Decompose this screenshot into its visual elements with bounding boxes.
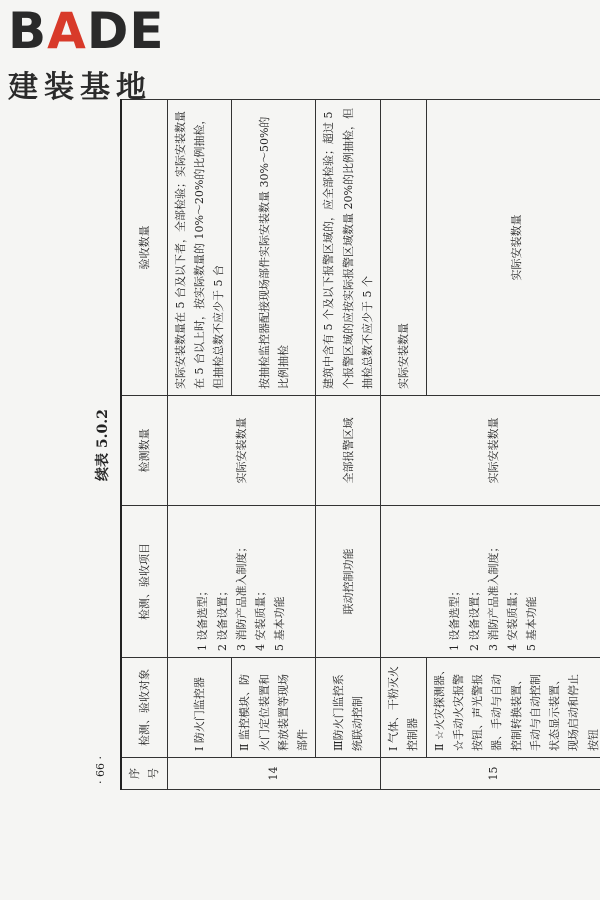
cell-accept: 实际安装数量: [426, 100, 600, 396]
cell-accept: 建筑中含有 5 个及以下报警区域的，应全部检验；超过 5 个报警区域的应按实际报警区域数量 20%的比例抽检，但抽检总数不应少于 5 个: [316, 100, 381, 396]
inspection-table: [120, 99, 600, 790]
item-line: 4 安装质量；: [506, 585, 519, 651]
cell-items: [167, 506, 316, 658]
header-seq: 序号: [121, 758, 167, 790]
table-row: [167, 100, 232, 790]
header-accept: 验收数量: [121, 100, 167, 396]
table-header-row: [121, 100, 167, 790]
item-line: 5 基本功能: [273, 596, 287, 651]
logo: [8, 2, 178, 106]
header-object: 检测、验收对象: [121, 658, 167, 758]
cell-items: [381, 506, 600, 658]
logo-brand: BADE: [8, 2, 165, 60]
cell-object: Ⅱ ☆火灾探测器、☆手动火灾报警按钮、声光警报器、手动与自动控制转换装置、手动与自动控制状态显示装置、现场启动和停止按钮: [426, 658, 600, 758]
cell-detect: 实际安装数量: [167, 396, 316, 506]
item-line: 2 设备设置；: [215, 585, 229, 651]
table-row: [316, 100, 381, 790]
item-line: 2 设备设置；: [467, 585, 481, 651]
cell-object: Ⅱ 监控模块、防火门定位装置和释放装置等现场部件: [232, 658, 316, 758]
page-number: · 66 ·: [94, 756, 107, 784]
item-line: 3 消防产品准入制度；: [234, 541, 248, 651]
cell-accept: 实际安装数量在 5 台及以下者，全部检验；实际安装数量在 5 台以上时，按实际数量的 10%～20%的比例抽检，但抽检总数不应少于 5 台: [167, 100, 232, 396]
cell-object: Ⅰ 防火门监控器: [167, 658, 232, 758]
header-items: 检测、验收项目: [121, 506, 167, 658]
header-detect: 检测数量: [121, 396, 167, 506]
cell-detect: 全部报警区域: [316, 396, 381, 506]
item-line: 1 设备选型；: [196, 585, 210, 651]
table-row: [381, 100, 427, 790]
cell-object: Ⅲ防火门监控系统联动控制: [316, 658, 381, 758]
cell-accept: 实际安装数量: [381, 100, 427, 396]
cell-items: 联动控制功能: [316, 506, 381, 658]
cell-seq: 15: [381, 758, 600, 790]
cell-accept: 按抽检监控器配接现场部件实际安装数量 30%～50%的比例抽检: [232, 100, 316, 396]
rotated-page: [80, 100, 600, 790]
cell-detect: 实际安装数量: [381, 396, 600, 506]
logo-accent-letter: A: [47, 2, 87, 60]
cell-object: Ⅰ 气体、干粉灭火控制器: [381, 658, 427, 758]
item-line: 4 安装质量；: [254, 585, 267, 651]
item-line: 1 设备选型；: [448, 585, 462, 651]
item-line: 5 基本功能: [525, 596, 539, 651]
logo-subtitle: 建装基地: [8, 70, 152, 105]
cell-seq: 14: [167, 758, 381, 790]
item-line: 3 消防产品准入制度；: [486, 541, 500, 651]
table-caption: 续表 5.0.2: [95, 409, 111, 481]
